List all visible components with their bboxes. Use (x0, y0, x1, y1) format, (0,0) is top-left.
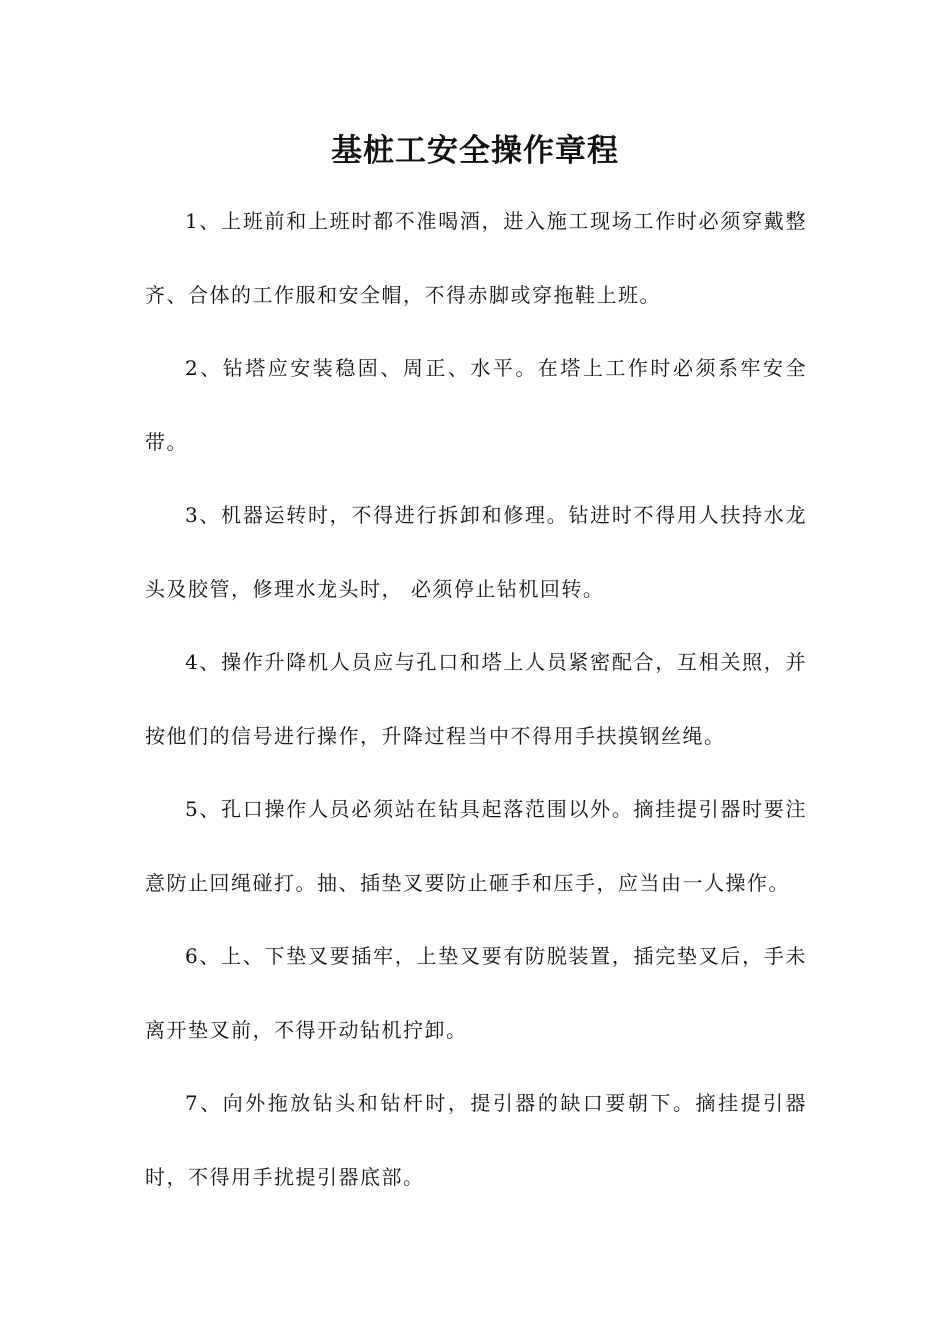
document-body (145, 185, 807, 1214)
paragraph-4: 4、操作升降机人员应与孔口和塔上人员紧密配合，互相关照，并按他们的信号进行操作，升降过程当中不得用手扶摸钢丝绳。 (145, 650, 807, 748)
paragraph-7: 7、向外拖放钻头和钻杆时，提引器的缺口要朝下。摘挂提引器时，不得用手扰提引器底部。 (145, 1091, 807, 1189)
document-title: 基桩工安全操作章程 (331, 133, 619, 169)
paragraph-1: 1、上班前和上班时都不准喝酒，进入施工现场工作时必须穿戴整齐、合体的工作服和安全帽，不得赤脚或穿拖鞋上班。 (145, 209, 807, 307)
paragraph-5: 5、孔口操作人员必须站在钻具起落范围以外。摘挂提引器时要注意防止回绳碰打。抽、插垫叉要防止砸手和压手，应当由一人操作。 (145, 797, 807, 895)
paragraph-2: 2、钻塔应安装稳固、周正、水平。在塔上工作时必须系牢安全带。 (145, 356, 807, 454)
paragraph-6: 6、上、下垫叉要插牢，上垫叉要有防脱装置，插完垫叉后，手未离开垫叉前，不得开动钻机拧卸。 (145, 944, 807, 1042)
paragraph-3: 3、机器运转时，不得进行拆卸和修理。钻进时不得用人扶持水龙头及胶管，修理水龙头时， 必须停止钻机回转。 (145, 503, 807, 601)
